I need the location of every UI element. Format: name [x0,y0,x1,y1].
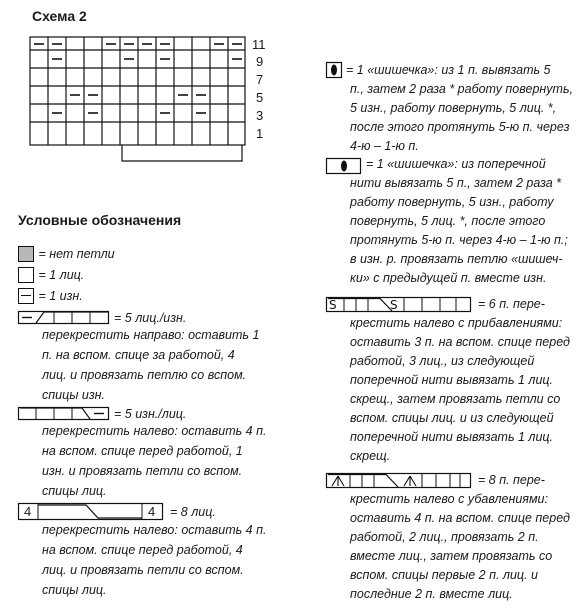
legend-desc: = нет петли [38,247,115,261]
dash-square-icon [18,288,34,304]
legend-desc-line: п., затем 2 раза * работу повернуть, [350,82,573,96]
cable-8-symbol-icon [18,503,164,521]
legend-desc-line: после этого протянуть 5-ю п. через [350,120,570,134]
svg-text:S: S [329,298,337,312]
grey-square-icon [18,246,34,262]
legend-desc-line: вместе лиц., затем провязать со [350,549,553,563]
legend-desc: = 1 «шишечка»: из 1 п. вывязать 5 [346,63,551,77]
legend-desc-line: скрещ. [350,449,391,463]
legend-desc-line: работой, 2 лиц., провязать 2 п. [350,530,539,544]
legend-desc-line: вспом. спицы первые 2 п. лиц. и [350,568,538,582]
cross-left-symbol-icon [18,407,110,421]
row-number: 7 [256,72,264,87]
legend-desc-line: крестить налево с прибавлениями: [350,316,563,330]
row-number: 1 [256,126,264,141]
legend-desc-line: поперечной нити вывязать 1 лиц. [350,430,554,444]
legend-desc-line: на вспом. спице перед работой, 1 [42,444,243,458]
legend-desc-line: повернуть, 5 лиц. *, после этого [350,214,546,228]
cable-count-label: 4 [24,504,32,519]
legend-desc-line: скрещ., затем провязать петли со [350,392,561,406]
legend-desc-line: оставить 3 п. на вспом. спице перед [350,335,570,349]
empty-square-icon [18,267,34,283]
legend-desc: = 5 изн./лиц. [114,407,187,421]
legend-desc-line: спицы изн. [42,388,106,402]
cable-count-label: 4 [148,504,156,519]
legend-desc: = 8 лиц. [170,505,216,519]
legend-desc-line: поперечной нити вывязать 1 лиц. [350,373,554,387]
legend-desc-line: 4-ю – 1-ю п. [350,139,419,153]
legend-desc-line: последние 2 п. вместе лиц. [350,587,513,601]
svg-text:S: S [390,298,398,312]
legend-desc-line: спицы лиц. [42,583,107,597]
legend-desc-line: работу повернуть, 5 изн., работу [350,195,554,209]
bobble-icon [326,62,342,78]
legend-desc-line: оставить 4 п. на вспом. спице перед [350,511,570,525]
legend-desc: = 6 п. пере- [478,297,545,311]
cross-right-symbol-icon [18,311,110,325]
legend-desc-line: ки» с предыдущей п. вместе изн. [350,271,547,285]
legend-desc: = 8 п. пере- [478,473,545,487]
legend-desc-line: вспом. спицы лиц. и из следующей [350,411,554,425]
legend-item-purl [18,286,83,306]
legend-desc-line: работой, 3 лиц., из следующей [350,354,535,368]
legend-title: Условные обозначения [18,212,182,228]
row-number: 9 [256,54,264,69]
legend-desc-line: лиц. и провязать петлю со вспом. [42,368,247,382]
legend-desc-line: протянуть 5-ю п. через 4-ю – 1-ю п.; [350,233,568,247]
legend-desc-line: перекрестить налево: оставить 4 п. [42,523,267,537]
legend-desc: = 1 лиц. [38,268,85,282]
legend-desc-line: на вспом. спице перед работой, 4 [42,543,243,557]
legend-desc-line: в изн. р. провязать петлю «шишеч- [350,252,563,266]
cross-decrease-symbol-icon [326,473,472,489]
row-number: 3 [256,108,264,123]
legend-desc-line: нити вывязать 5 п., затем 2 раза * [350,176,562,190]
cross-increase-symbol-icon [326,297,472,313]
legend-desc-line: п. на вспом. спице за работой, 4 [42,348,235,362]
legend-desc: = 5 лиц./изн. [114,311,187,325]
row-number: 11 [252,37,266,52]
legend-desc-line: перекрестить направо: оставить 1 [42,328,260,342]
legend-item-no-stitch [18,244,115,264]
legend-desc-line: перекрестить налево: оставить 4 п. [42,424,267,438]
scheme-title: Схема 2 [32,8,87,24]
legend-desc-line: крестить налево с убавлениями: [350,492,548,506]
row-number: 5 [256,90,264,105]
legend-desc: = 1 «шишечка»: из поперечной [366,157,546,171]
knitting-chart [30,37,250,167]
legend-desc-line: изн. и провязать петли со вспом. [42,464,243,478]
legend-item-knit [18,265,84,285]
bobble-strand-icon [326,158,362,174]
legend-desc-line: лиц. и провязать петли со вспом. [42,563,244,577]
legend-desc-line: спицы лиц. [42,484,107,498]
legend-desc: = 1 изн. [38,289,83,303]
legend-desc-line: 5 изн., работу повернуть, 5 лиц. *, [350,101,557,115]
